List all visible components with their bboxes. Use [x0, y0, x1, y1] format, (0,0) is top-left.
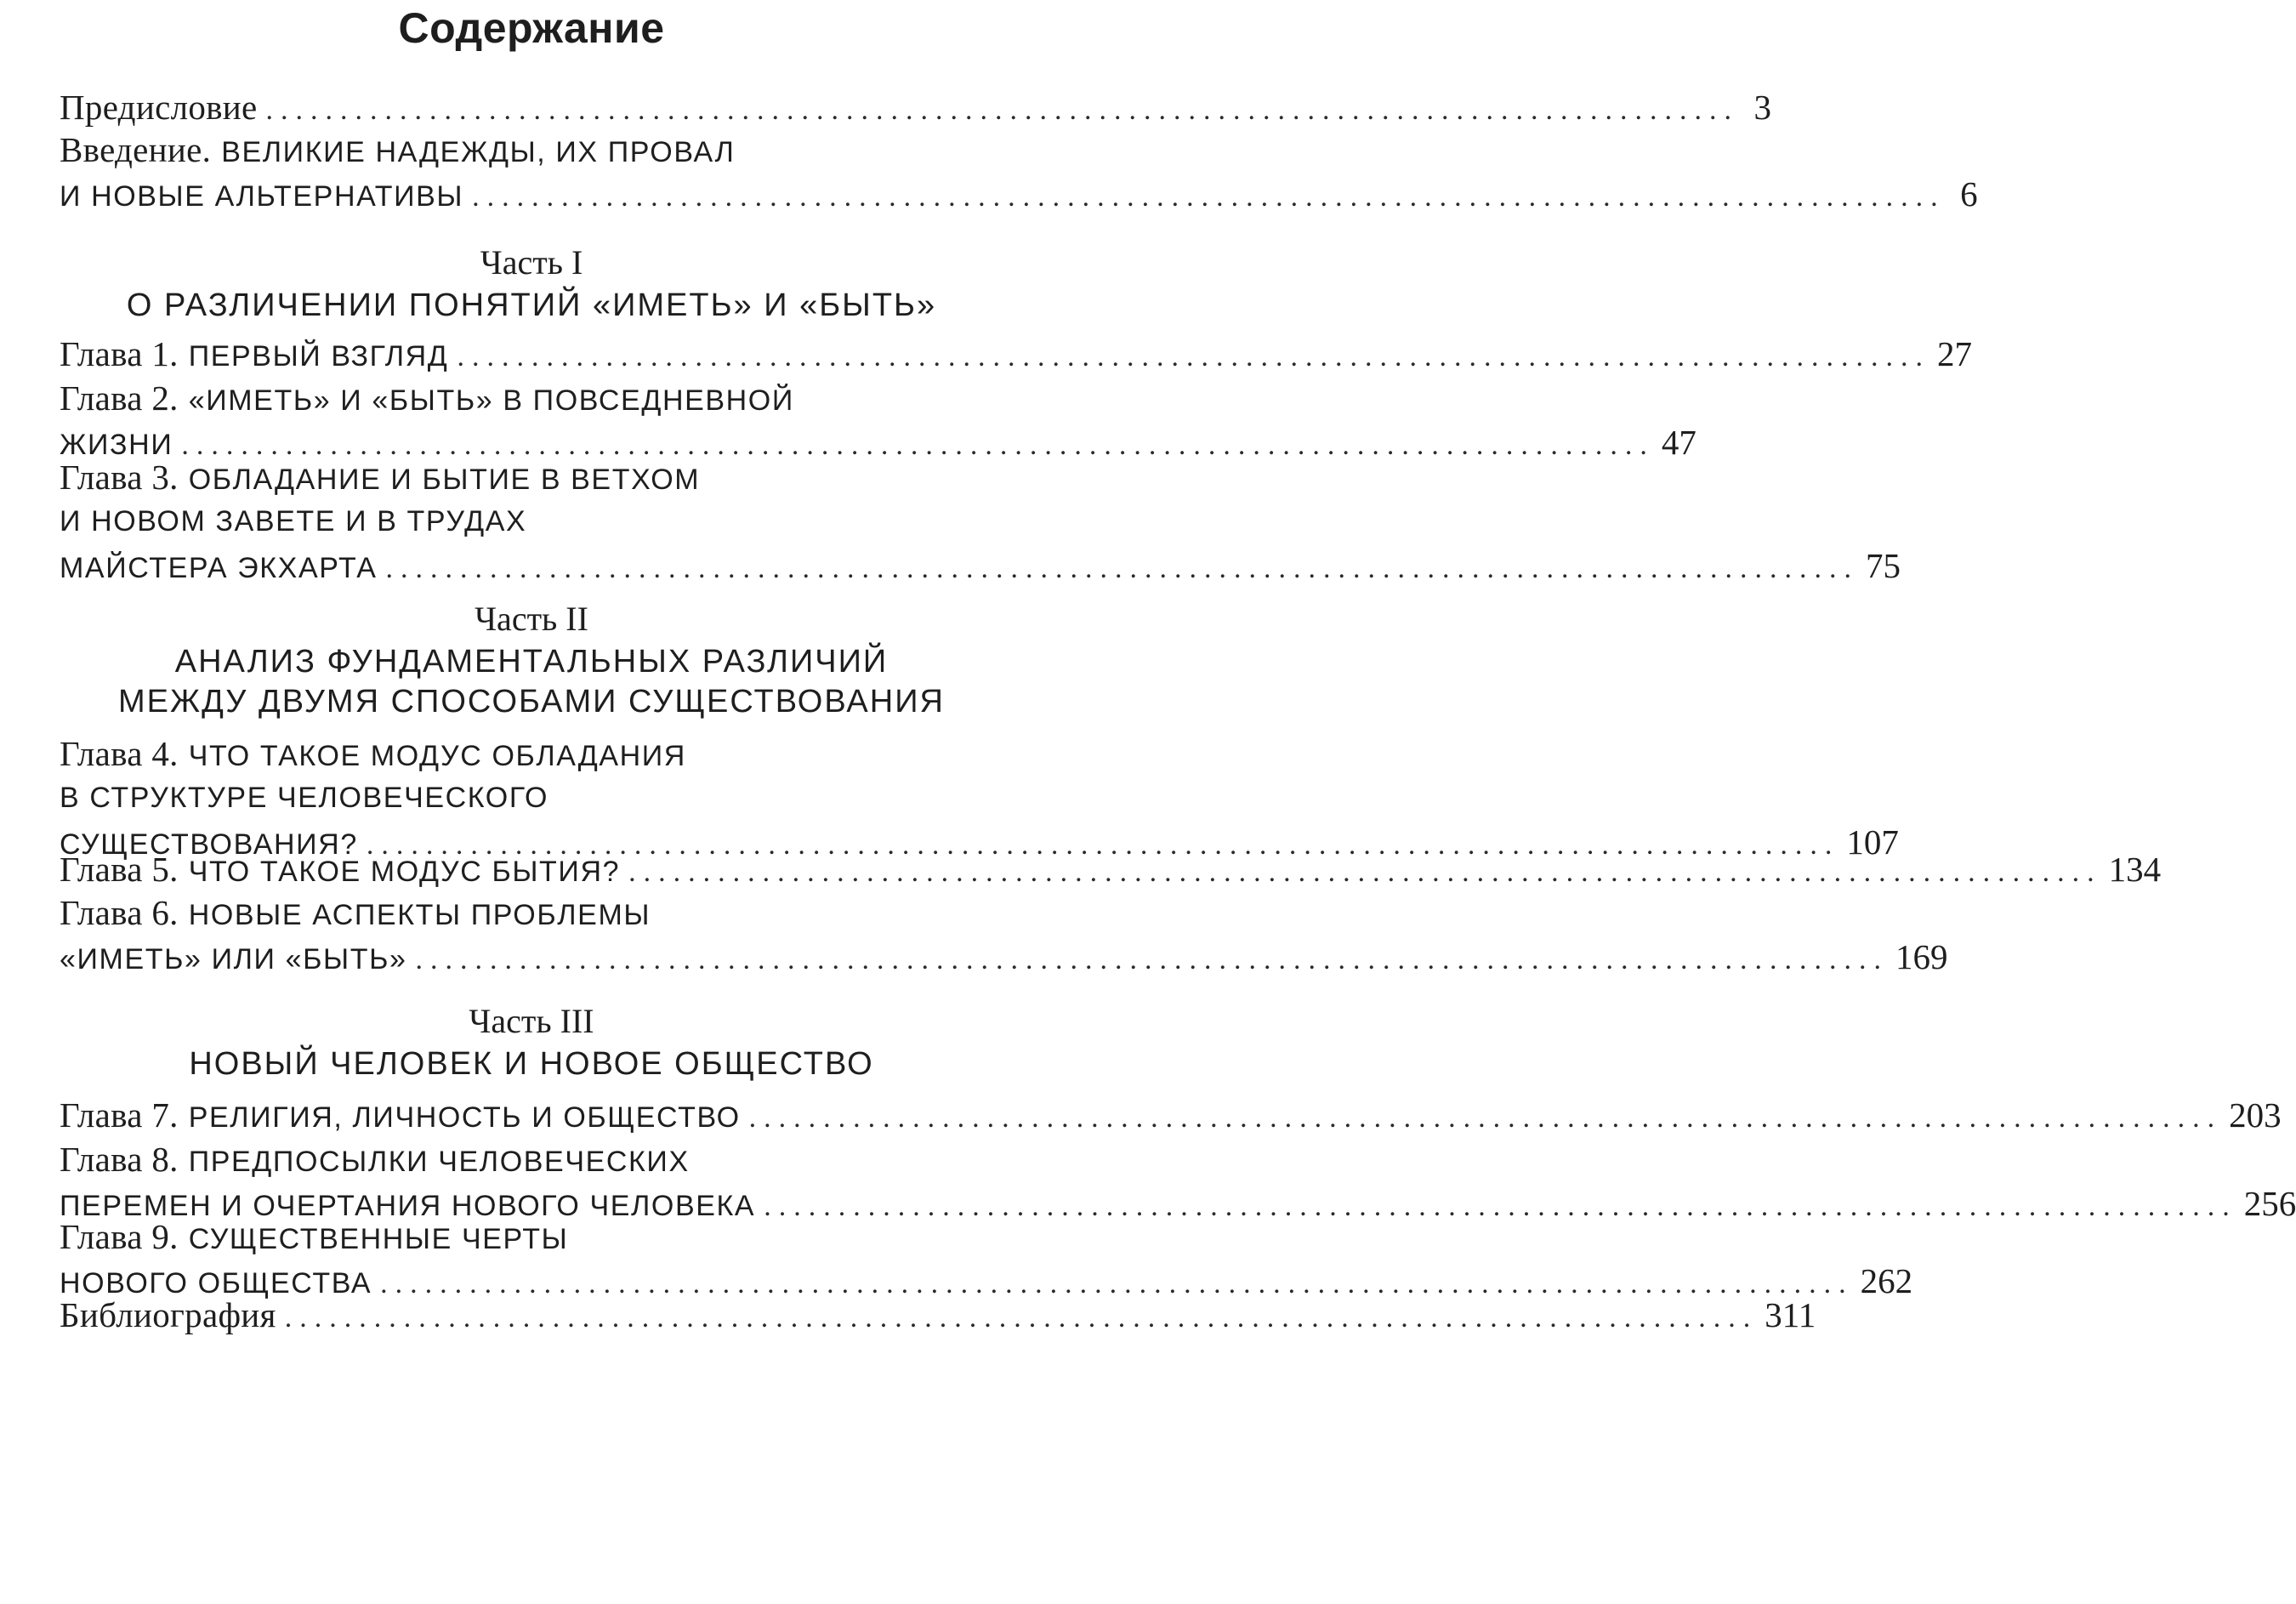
- page-number: 311: [1765, 1295, 1816, 1334]
- part-label: Часть II: [475, 600, 588, 638]
- entry-title-line: НОВОГО ОБЩЕСТВА: [60, 1267, 372, 1300]
- dot-leader: ...................................................................................................: [366, 829, 1840, 861]
- part-label: Часть I: [480, 243, 583, 282]
- entry-title-line: В СТРУКТУРЕ ЧЕЛОВЕЧЕСКОГО: [60, 782, 548, 814]
- entry-title-line: НОВЫЕ АСПЕКТЫ ПРОБЛЕМЫ: [188, 899, 651, 931]
- part-title: МЕЖДУ ДВУМЯ СПОСОБАМИ СУЩЕСТВОВАНИЯ: [118, 684, 945, 720]
- toc-entry-chapter-7[interactable]: [60, 1093, 2282, 1137]
- toc-line: [60, 85, 1772, 129]
- dot-leader: ...................................................................................................: [415, 944, 1890, 975]
- page-number: 75: [1866, 546, 1901, 585]
- dot-leader: ...................................................................................................: [764, 1191, 2237, 1222]
- dot-leader: ...................................................................................................: [385, 553, 1860, 584]
- page-number: 3: [1753, 88, 1772, 127]
- page-number: 262: [1860, 1261, 1913, 1300]
- toc-line: [60, 376, 1003, 420]
- chapter-label: Глава 7.: [60, 1095, 179, 1135]
- page-number: 169: [1895, 937, 1948, 976]
- entry-title-line: ЧТО ТАКОЕ МОДУС БЫТИЯ?: [188, 856, 621, 888]
- page-number: 256: [2243, 1184, 2296, 1223]
- dot-leader: ...................................................................................................: [181, 429, 1655, 461]
- entry-title-line: ЧТО ТАКОЕ МОДУС ОБЛАДАНИЯ: [188, 740, 686, 772]
- toc-entry-chapter-2[interactable]: [60, 376, 1696, 464]
- entry-title-line: РЕЛИГИЯ, ЛИЧНОСТЬ И ОБЩЕСТВО: [188, 1101, 741, 1134]
- entry-title-line: ПЕРЕМЕН И ОЧЕРТАНИЯ НОВОГО ЧЕЛОВЕКА: [60, 1190, 756, 1222]
- toc-line: [60, 935, 1948, 979]
- dot-leader: ...................................................................................................: [748, 1102, 2223, 1134]
- part-title: АНАЛИЗ ФУНДАМЕНТАЛЬНЫХ РАЗЛИЧИЙ: [174, 644, 889, 680]
- entry-label: Введение.: [60, 130, 212, 169]
- entry-title-line: ОБЛАДАНИЕ И БЫТИЕ В ВЕТХОМ: [188, 464, 701, 496]
- chapter-label: Глава 5.: [60, 850, 179, 889]
- toc-line: [60, 172, 1978, 216]
- chapter-label: Глава 4.: [60, 734, 179, 773]
- part-title: НОВЫЙ ЧЕЛОВЕК И НОВОЕ ОБЩЕСТВО: [189, 1046, 874, 1082]
- chapter-label: Глава 8.: [60, 1140, 179, 1179]
- page-title: Содержание: [398, 4, 665, 52]
- toc-line: [60, 1214, 1003, 1259]
- toc-line: [60, 543, 1901, 588]
- entry-title-line: СУЩЕСТВЕННЫЕ ЧЕРТЫ: [188, 1223, 569, 1255]
- entry-title-line: ПЕРВЫЙ ВЗГЛЯД: [188, 340, 449, 373]
- entry-title-line: «ИМЕТЬ» ИЛИ «БЫТЬ»: [60, 943, 407, 975]
- toc-line: [60, 847, 2162, 891]
- entry-title-line: ВЕЛИКИЕ НАДЕЖДЫ, ИХ ПРОВАЛ: [221, 136, 736, 168]
- entry-title-line: И НОВОМ ЗАВЕТЕ И В ТРУДАХ: [60, 505, 527, 538]
- entry-title-line: МАЙСТЕРА ЭКХАРТА: [60, 552, 378, 584]
- entry-title-line: И НОВЫЕ АЛЬТЕРНАТИВЫ: [60, 180, 464, 213]
- chapter-label: Глава 3.: [60, 458, 179, 497]
- part-label: Часть III: [469, 1002, 594, 1040]
- dot-leader: ...................................................................................................: [380, 1268, 1854, 1300]
- toc-entry-chapter-6[interactable]: [60, 890, 1948, 979]
- entry-title-line: ЖИЗНИ: [60, 429, 173, 461]
- toc-entry-chapter-3[interactable]: [60, 455, 1901, 588]
- toc-entry-chapter-1[interactable]: [60, 332, 1972, 376]
- toc-entry-chapter-8[interactable]: [60, 1137, 2296, 1226]
- toc-line: [60, 1293, 1816, 1337]
- toc-line: [60, 332, 1972, 376]
- toc-entry-chapter-9[interactable]: [60, 1214, 1913, 1303]
- page-number: 6: [1960, 174, 1978, 213]
- toc-entry-chapter-5[interactable]: [60, 847, 2162, 891]
- toc-entry-chapter-4[interactable]: [60, 731, 1899, 864]
- entry-title-line: ПРЕДПОСЫЛКИ ЧЕЛОВЕЧЕСКИХ: [188, 1146, 690, 1178]
- toc-line: [60, 499, 1003, 543]
- part-title: О РАЗЛИЧЕНИИ ПОНЯТИЙ «ИМЕТЬ» И «БЫТЬ»: [126, 287, 937, 323]
- chapter-label: Глава 2.: [60, 378, 179, 418]
- chapter-label: Глава 1.: [60, 334, 179, 373]
- chapter-label: Глава 9.: [60, 1217, 179, 1256]
- dot-leader: ...................................................................................................: [265, 94, 1740, 126]
- page-number: 27: [1936, 334, 1972, 373]
- page-number: 203: [2229, 1095, 2282, 1135]
- page-number: 134: [2108, 850, 2162, 889]
- entry-title-line: СУЩЕСТВОВАНИЯ?: [60, 828, 358, 861]
- dot-leader: ...................................................................................................: [457, 341, 1930, 373]
- toc-line: [60, 455, 1003, 499]
- toc-line: [60, 128, 1003, 172]
- toc-entry-introduction[interactable]: [60, 128, 1978, 216]
- toc-entry-preface[interactable]: [60, 85, 1772, 129]
- chapter-label: Глава 6.: [60, 893, 179, 932]
- dot-leader: ...................................................................................................: [472, 181, 1946, 213]
- toc-line: [60, 1093, 2282, 1137]
- dot-leader: ...................................................................................................: [628, 856, 2102, 888]
- toc-line: [60, 731, 1003, 776]
- page-number: 107: [1846, 822, 1899, 862]
- entry-title-line: «ИМЕТЬ» И «БЫТЬ» В ПОВСЕДНЕВНОЙ: [188, 384, 794, 417]
- entry-label: Библиография: [60, 1295, 276, 1334]
- toc-line: [60, 890, 1003, 935]
- toc-entry-bibliography[interactable]: [60, 1293, 1816, 1337]
- dot-leader: ...................................................................................................: [284, 1302, 1759, 1334]
- toc-line: [60, 776, 1003, 820]
- page-number: 47: [1661, 423, 1696, 462]
- toc-line: [60, 1137, 1003, 1181]
- entry-label: Предисловие: [60, 88, 258, 127]
